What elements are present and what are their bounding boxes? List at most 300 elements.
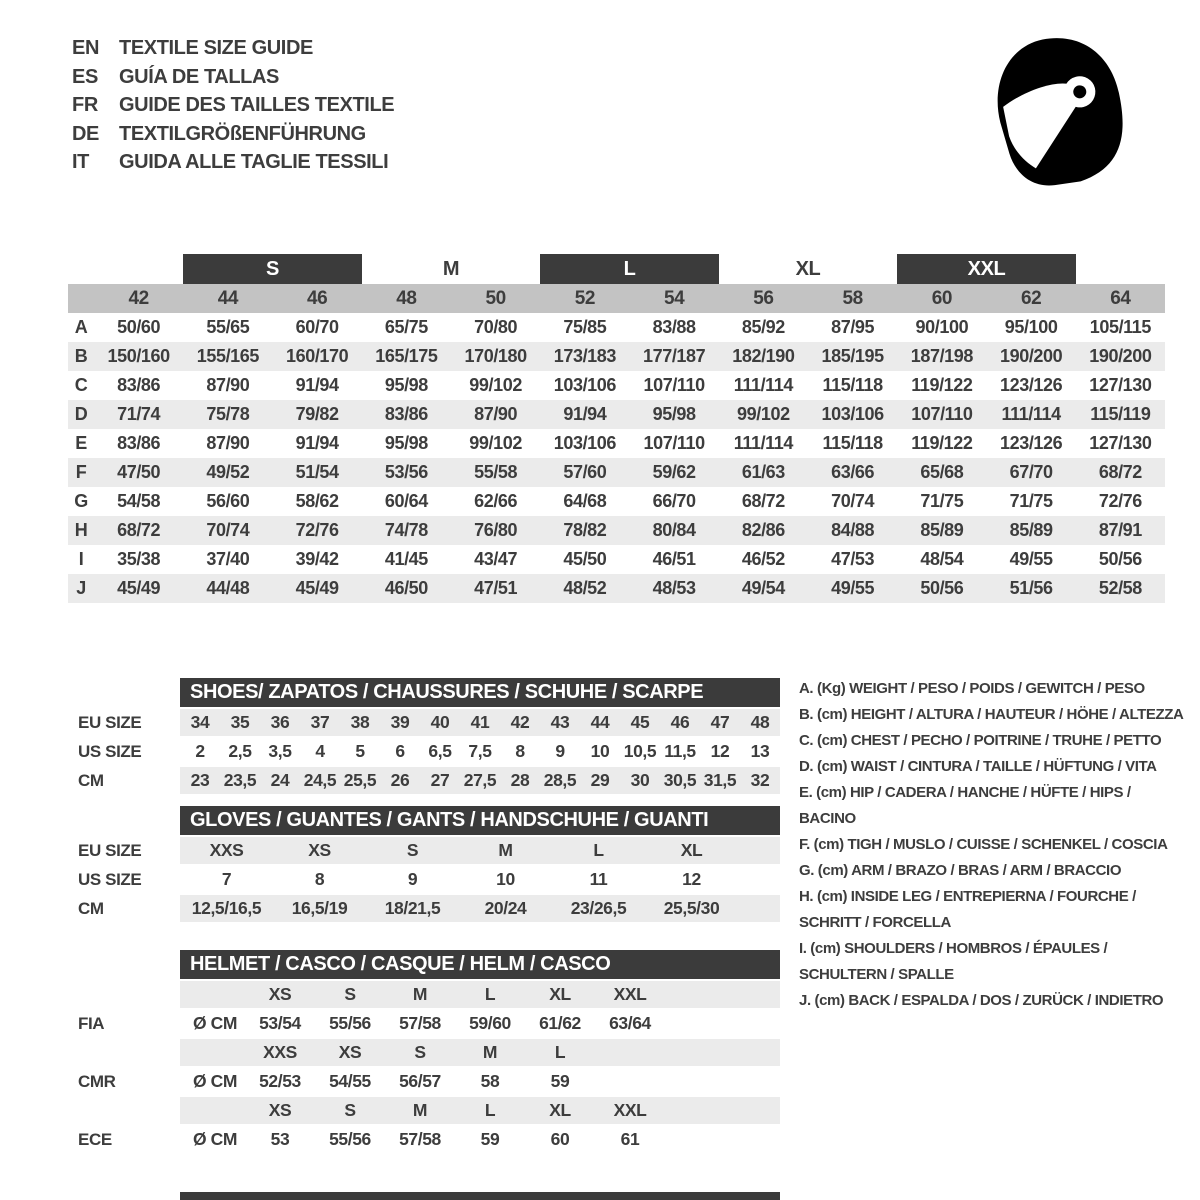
helmet-value-cell: 57/58 xyxy=(399,1013,441,1033)
gloves-value-cell: 7 xyxy=(221,869,232,889)
row-label: EU SIZE xyxy=(78,712,142,732)
gloves-values-band xyxy=(180,895,780,922)
shoes-value-cell: 2 xyxy=(195,741,205,761)
helmet-size-label: L xyxy=(484,984,496,1004)
measurement-cell: 55/58 xyxy=(474,462,518,482)
measurement-cell: 46/50 xyxy=(384,578,428,598)
measurement-cell: 46/52 xyxy=(741,549,785,569)
numeric-size-row xyxy=(68,284,1165,313)
measurement-cell: 60/70 xyxy=(295,317,339,337)
helmet-value-cell: 53 xyxy=(270,1129,290,1149)
measurement-cell: 99/102 xyxy=(469,375,522,395)
measurement-cell: 83/86 xyxy=(117,375,161,395)
helmet-value-cell: 59 xyxy=(550,1071,570,1091)
shoes-value-cell: 30 xyxy=(630,770,650,790)
gloves-section-header: GLOVES / GUANTES / GANTS / HANDSCHUHE / GUANTI xyxy=(180,806,780,835)
helmet-value-cell: 63/64 xyxy=(609,1013,651,1033)
language-row-it xyxy=(72,148,394,177)
measurement-cell: 70/74 xyxy=(206,520,250,540)
measurement-cell: 111/114 xyxy=(1001,404,1061,424)
row-letter: H xyxy=(74,520,88,540)
shoes-value-cell: 47 xyxy=(710,712,730,732)
gloves-row-us-size xyxy=(68,866,780,893)
measurement-cell: 87/90 xyxy=(206,375,250,395)
measurement-cell: 99/102 xyxy=(737,404,790,424)
measurement-cell: 87/95 xyxy=(831,317,875,337)
standard-label-cmr: CMR xyxy=(78,1071,116,1091)
shoes-value-cell: 36 xyxy=(270,712,290,732)
helmet-size-label: S xyxy=(344,984,356,1004)
shoes-values-band xyxy=(180,709,780,736)
measurement-cell: 50/56 xyxy=(920,578,964,598)
measurement-row-e xyxy=(68,429,1165,458)
shoes-value-cell: 46 xyxy=(670,712,690,732)
helmet-value-cell: 58 xyxy=(480,1071,500,1091)
helmet-value-cell: 54/55 xyxy=(329,1071,371,1091)
language-row-en xyxy=(72,34,394,63)
row-label: CM xyxy=(78,898,104,918)
measurement-cell: 47/50 xyxy=(117,462,161,482)
shoes-row-eu-size xyxy=(68,709,780,736)
legend-item-b: B. (cm) HEIGHT / ALTURA / HAUTEUR / HÖHE / ALTEZZA xyxy=(799,706,1184,723)
gloves-value-cell: 12,5/16,5 xyxy=(191,898,262,918)
language-title: TEXTILE SIZE GUIDE xyxy=(119,37,313,59)
numeric-size: 46 xyxy=(306,287,328,309)
numeric-size: 52 xyxy=(574,287,596,309)
shoes-value-cell: 37 xyxy=(310,712,330,732)
measurement-cell: 165/175 xyxy=(375,346,438,366)
language-code: DE xyxy=(72,122,99,145)
measurement-cell: 187/198 xyxy=(910,346,973,366)
gloves-value-cell: 23/26,5 xyxy=(570,898,627,918)
measurement-cell: 75/78 xyxy=(206,404,250,424)
shoes-value-cell: 9 xyxy=(555,741,565,761)
numeric-size: 54 xyxy=(663,287,685,309)
shoes-value-cell: 43 xyxy=(550,712,570,732)
gloves-value-cell: 9 xyxy=(407,869,418,889)
measurement-cell: 111/114 xyxy=(733,375,794,395)
measurement-cell: 48/54 xyxy=(920,549,964,569)
measurement-cell: 111/114 xyxy=(733,433,794,453)
measurement-cell: 64/68 xyxy=(563,491,607,511)
row-letter: G xyxy=(74,491,88,511)
shoes-value-cell: 6 xyxy=(395,741,405,761)
helmet-size-label: XS xyxy=(268,1100,292,1120)
shoes-value-cell: 45 xyxy=(630,712,650,732)
language-row-fr xyxy=(72,91,394,120)
gloves-value-cell: 12 xyxy=(682,869,701,889)
measurement-cell: 85/92 xyxy=(741,317,785,337)
measurement-row-d xyxy=(68,400,1165,429)
shoes-value-cell: 7,5 xyxy=(468,741,492,761)
size-band-m: M xyxy=(442,258,460,280)
shoes-value-cell: 8 xyxy=(515,741,525,761)
measurement-cell: 95/98 xyxy=(652,404,696,424)
numeric-size: 58 xyxy=(842,287,863,309)
measurement-row-j xyxy=(68,574,1165,603)
helmet-value-row-fia xyxy=(68,1010,780,1037)
size-band-row xyxy=(68,254,1165,284)
gloves-value-cell: M xyxy=(498,840,513,860)
gloves-value-cell: 18/21,5 xyxy=(384,898,441,918)
helmet-size-label: XL xyxy=(549,984,571,1004)
measurement-cell: 49/54 xyxy=(741,578,785,598)
measurement-cell: 87/90 xyxy=(474,404,518,424)
size-band-s: S xyxy=(183,254,362,284)
helmet-value-row-cmr xyxy=(68,1068,780,1095)
legend-item-i: I. (cm) SHOULDERS / HOMBROS / ÉPAULES / SCHULTERN / SPALLE xyxy=(799,940,1108,983)
measurement-cell: 53/56 xyxy=(384,462,428,482)
measurement-cell: 190/200 xyxy=(1089,346,1152,366)
gloves-value-cell: 8 xyxy=(314,869,325,889)
shoes-value-cell: 44 xyxy=(590,712,610,732)
row-label: EU SIZE xyxy=(78,840,142,860)
language-title: GUIDE DES TAILLES TEXTILE xyxy=(119,94,395,116)
numeric-size: 62 xyxy=(1020,287,1042,309)
measurement-cell: 127/130 xyxy=(1089,375,1152,395)
measurement-cell: 41/45 xyxy=(384,549,428,569)
helmet-size-label: M xyxy=(482,1042,498,1062)
row-label: US SIZE xyxy=(78,869,142,889)
numeric-size: 60 xyxy=(931,287,953,309)
helmet-value-cell: 53/54 xyxy=(259,1013,301,1033)
shoes-value-cell: 48 xyxy=(750,712,770,732)
measurement-cell: 82/86 xyxy=(741,520,785,540)
helmet-size-label: XXL xyxy=(613,1100,647,1120)
measurement-cell: 35/38 xyxy=(117,549,161,569)
language-title: TEXTILGRÖßENFÜHRUNG xyxy=(119,122,366,145)
shoes-value-cell: 39 xyxy=(390,712,410,732)
gloves-value-cell: 25,5/30 xyxy=(663,898,720,918)
measurement-cell: 91/94 xyxy=(563,404,607,424)
measurement-cell: 71/74 xyxy=(117,404,161,424)
helmet-value-band xyxy=(180,1126,780,1153)
measurement-cell: 51/54 xyxy=(295,462,339,482)
row-letter: E xyxy=(75,433,87,453)
measurement-cell: 47/53 xyxy=(831,549,875,569)
legend-item-f: F. (cm) TIGH / MUSLO / CUISSE / SCHENKEL / COSCIA xyxy=(799,836,1168,853)
measurement-cell: 52/58 xyxy=(1098,578,1142,598)
helmet-size-label: XXS xyxy=(263,1042,297,1062)
shoes-value-cell: 35 xyxy=(230,712,250,732)
row-label: CM xyxy=(78,770,104,790)
measurement-cell: 99/102 xyxy=(469,433,522,453)
measurement-row-a xyxy=(68,313,1165,342)
row-letter: J xyxy=(76,578,86,598)
language-code: ES xyxy=(72,65,98,88)
shoes-value-cell: 2,5 xyxy=(228,741,252,761)
measurement-cell: 48/53 xyxy=(652,578,696,598)
helmet-section-header: HELMET / CASCO / CASQUE / HELM / CASCO xyxy=(180,950,780,979)
textile-size-table xyxy=(68,254,1165,603)
gloves-value-cell: L xyxy=(593,840,604,860)
numeric-size: 50 xyxy=(485,287,506,309)
gloves-row-eu-size xyxy=(68,837,780,864)
legend-item-c: C. (cm) CHEST / PECHO / POITRINE / TRUHE / PETTO xyxy=(799,732,1162,749)
gloves-size-section xyxy=(68,806,780,922)
language-row-de xyxy=(72,120,394,149)
shoes-value-cell: 34 xyxy=(190,712,210,732)
measurement-cell: 103/106 xyxy=(553,433,616,453)
measurement-cell: 66/70 xyxy=(652,491,696,511)
measurement-cell: 76/80 xyxy=(474,520,518,540)
row-letter: I xyxy=(78,549,84,569)
measurement-cell: 47/51 xyxy=(474,578,518,598)
measurement-cell: 50/56 xyxy=(1098,549,1142,569)
measurement-cell: 95/98 xyxy=(384,433,428,453)
measurement-cell: 58/62 xyxy=(295,491,339,511)
measurement-cell: 150/160 xyxy=(107,346,170,366)
measurement-cell: 72/76 xyxy=(295,520,339,540)
helmet-size-section xyxy=(68,950,780,1153)
helmet-size-band xyxy=(180,1097,780,1124)
helmet-value-cell: 52/53 xyxy=(259,1071,301,1091)
measurement-cell: 45/49 xyxy=(117,578,161,598)
measurement-cell: 54/58 xyxy=(117,491,161,511)
helmet-size-row-ece xyxy=(68,1097,780,1124)
language-code: IT xyxy=(72,151,89,173)
measurement-cell: 51/56 xyxy=(1009,578,1053,598)
helmet-size-label: L xyxy=(554,1042,566,1062)
numeric-size: 48 xyxy=(396,287,417,309)
helmet-value-cell: 55/56 xyxy=(329,1013,371,1033)
measurement-cell: 71/75 xyxy=(920,491,964,511)
measurement-cell: 63/66 xyxy=(831,462,875,482)
measurement-cell: 43/47 xyxy=(474,549,518,569)
measurement-cell: 160/170 xyxy=(285,346,349,366)
measurement-cell: 55/65 xyxy=(206,317,250,337)
shoes-value-cell: 27 xyxy=(430,770,450,790)
shoes-value-cell: 6,5 xyxy=(428,741,452,761)
helmet-size-label: S xyxy=(344,1100,356,1120)
gloves-value-cell: 10 xyxy=(496,869,515,889)
helmet-value-band xyxy=(180,1010,780,1037)
row-letter: C xyxy=(74,375,88,395)
language-row-es xyxy=(72,63,394,92)
measurement-cell: 170/180 xyxy=(464,346,527,366)
legend-item-j: J. (cm) BACK / ESPALDA / DOS / ZURÜCK / INDIETRO xyxy=(799,992,1164,1009)
measurement-cell: 72/76 xyxy=(1098,491,1142,511)
measurement-cell: 107/110 xyxy=(911,404,973,424)
helmet-size-row-fia xyxy=(68,981,780,1008)
measurement-cell: 182/190 xyxy=(732,346,795,366)
measurement-cell: 60/64 xyxy=(384,491,428,511)
measurement-cell: 90/100 xyxy=(915,317,969,337)
gloves-rows xyxy=(68,837,780,922)
shoes-value-cell: 5 xyxy=(355,741,365,761)
size-band-xxl: XXL xyxy=(897,254,1076,284)
helmet-size-label: XXL xyxy=(613,984,647,1004)
cropped-next-section-bar xyxy=(180,1192,780,1200)
measurement-cell: 49/55 xyxy=(831,578,875,598)
measurement-cell: 80/84 xyxy=(652,520,696,540)
language-title: GUIDA ALLE TAGLIE TESSILI xyxy=(119,151,389,173)
helmet-value-cell: 61/62 xyxy=(539,1013,581,1033)
helmet-value-cell: 61 xyxy=(620,1129,640,1149)
gloves-value-cell: 20/24 xyxy=(484,898,527,918)
measurement-cell: 83/88 xyxy=(652,317,696,337)
measurement-rows xyxy=(68,313,1165,603)
shoes-value-cell: 28,5 xyxy=(543,770,577,790)
measurement-cell: 123/126 xyxy=(999,433,1063,453)
diameter-label: Ø CM xyxy=(193,1071,238,1091)
measurement-cell: 78/82 xyxy=(563,520,607,540)
measurement-cell: 123/126 xyxy=(999,375,1063,395)
measurement-cell: 190/200 xyxy=(999,346,1063,366)
measurement-cell: 91/94 xyxy=(295,375,339,395)
shoes-value-cell: 31,5 xyxy=(703,770,737,790)
shoes-values-band xyxy=(180,767,780,794)
shoes-value-cell: 3,5 xyxy=(268,741,292,761)
helmet-size-label: L xyxy=(484,1100,496,1120)
measurement-cell: 173/183 xyxy=(553,346,616,366)
measurement-cell: 119/122 xyxy=(911,433,973,453)
measurement-cell: 65/75 xyxy=(384,317,428,337)
measurement-cell: 44/48 xyxy=(206,578,250,598)
measurement-cell: 83/86 xyxy=(384,404,428,424)
helmet-size-band xyxy=(180,1039,780,1066)
measurement-cell: 49/52 xyxy=(206,462,250,482)
shoes-value-cell: 13 xyxy=(750,741,770,761)
row-letter: D xyxy=(74,404,88,424)
measurement-cell: 83/86 xyxy=(117,433,161,453)
shoes-rows xyxy=(68,709,780,794)
shoes-values-band xyxy=(180,738,780,765)
measurement-cell: 68/72 xyxy=(741,491,785,511)
shoes-value-cell: 38 xyxy=(350,712,370,732)
measurement-cell: 155/165 xyxy=(196,346,259,366)
gloves-value-cell: 16,5/19 xyxy=(291,898,348,918)
diameter-label: Ø CM xyxy=(193,1013,238,1033)
measurement-cell: 59/62 xyxy=(652,462,696,482)
legend-item-a: A. (Kg) WEIGHT / PESO / POIDS / GEWITCH / PESO xyxy=(799,680,1145,697)
gloves-value-cell: XL xyxy=(680,840,703,860)
shoes-value-cell: 10 xyxy=(590,741,610,761)
shoes-value-cell: 29 xyxy=(590,770,610,790)
diameter-label: Ø CM xyxy=(193,1129,238,1149)
helmet-size-band xyxy=(180,981,780,1008)
measurement-cell: 68/72 xyxy=(117,520,161,540)
measurement-cell: 39/42 xyxy=(295,549,339,569)
helmet-value-cell: 55/56 xyxy=(329,1129,371,1149)
shoes-section-header: SHOES/ ZAPATOS / CHAUSSURES / SCHUHE / SCARPE xyxy=(180,678,780,707)
measurement-cell: 115/118 xyxy=(822,375,883,395)
measurement-cell: 70/80 xyxy=(474,317,518,337)
measurement-cell: 45/50 xyxy=(563,549,607,569)
measurement-cell: 71/75 xyxy=(1009,491,1053,511)
helmet-size-label: XS xyxy=(268,984,292,1004)
helmet-size-label: M xyxy=(412,1100,428,1120)
shoes-value-cell: 24,5 xyxy=(303,770,337,790)
standard-label-ece: ECE xyxy=(78,1129,112,1149)
row-label: US SIZE xyxy=(78,741,142,761)
legend-item-h: H. (cm) INSIDE LEG / ENTREPIERNA / FOURCHE / SCHRITT / FORCELLA xyxy=(799,888,1136,931)
helmet-value-band xyxy=(180,1068,780,1095)
measurement-cell: 57/60 xyxy=(563,462,607,482)
shoes-value-cell: 23 xyxy=(190,770,210,790)
gloves-row-cm xyxy=(68,895,780,922)
measurement-cell: 84/88 xyxy=(831,520,875,540)
measurement-cell: 87/90 xyxy=(206,433,250,453)
shoes-value-cell: 40 xyxy=(430,712,450,732)
shoes-size-section xyxy=(68,678,780,794)
size-band-l: L xyxy=(540,254,719,284)
measurement-cell: 85/89 xyxy=(920,520,964,540)
helmet-value-cell: 59/60 xyxy=(469,1013,511,1033)
shoes-value-cell: 11,5 xyxy=(664,741,696,761)
measurement-cell: 85/89 xyxy=(1009,520,1053,540)
helmet-value-row-ece xyxy=(68,1126,780,1153)
measurement-row-f xyxy=(68,458,1165,487)
gloves-value-cell: XXS xyxy=(209,840,244,860)
helmet-size-row-cmr xyxy=(68,1039,780,1066)
measurement-cell: 70/74 xyxy=(831,491,875,511)
racing-helmet-icon xyxy=(980,26,1136,198)
measurement-cell: 56/60 xyxy=(206,491,250,511)
measurement-legend xyxy=(799,676,1191,1014)
standard-label-fia: FIA xyxy=(78,1013,105,1033)
numeric-size: 64 xyxy=(1110,287,1131,309)
measurement-cell: 107/110 xyxy=(643,433,705,453)
helmet-rows xyxy=(68,981,780,1153)
measurement-cell: 49/55 xyxy=(1009,549,1053,569)
language-code: FR xyxy=(72,94,98,116)
shoes-value-cell: 25,5 xyxy=(343,770,377,790)
legend-item-g: G. (cm) ARM / BRAZO / BRAS / ARM / BRACCIO xyxy=(799,862,1122,879)
shoes-value-cell: 12 xyxy=(710,741,730,761)
gloves-values-band xyxy=(180,837,780,864)
measurement-cell: 67/70 xyxy=(1009,462,1053,482)
legend-item-e: E. (cm) HIP / CADERA / HANCHE / HÜFTE / HIPS / BACINO xyxy=(799,784,1131,827)
gloves-value-cell: XS xyxy=(308,840,331,860)
shoes-value-cell: 28 xyxy=(510,770,530,790)
legend-item-d: D. (cm) WAIST / CINTURA / TAILLE / HÜFTUNG / VITA xyxy=(799,758,1157,775)
measurement-cell: 45/49 xyxy=(295,578,339,598)
measurement-cell: 62/66 xyxy=(474,491,518,511)
measurement-cell: 95/100 xyxy=(1004,317,1058,337)
language-list xyxy=(72,34,394,177)
helmet-size-label: S xyxy=(414,1042,426,1062)
measurement-row-b xyxy=(68,342,1165,371)
helmet-value-cell: 56/57 xyxy=(399,1071,441,1091)
numeric-size: 44 xyxy=(217,287,239,309)
language-title: GUÍA DE TALLAS xyxy=(119,65,279,88)
shoes-value-cell: 26 xyxy=(390,770,410,790)
measurement-cell: 91/94 xyxy=(295,433,339,453)
shoes-value-cell: 30,5 xyxy=(663,770,697,790)
gloves-value-cell: 11 xyxy=(589,869,608,889)
measurement-cell: 68/72 xyxy=(1098,462,1142,482)
measurement-cell: 177/187 xyxy=(642,346,706,366)
measurement-cell: 115/118 xyxy=(822,433,883,453)
measurement-cell: 185/195 xyxy=(821,346,884,366)
gloves-values-band xyxy=(180,866,780,893)
measurement-cell: 95/98 xyxy=(384,375,428,395)
measurement-cell: 65/68 xyxy=(920,462,964,482)
row-letter: F xyxy=(75,462,87,482)
measurement-cell: 127/130 xyxy=(1089,433,1152,453)
helmet-value-cell: 60 xyxy=(550,1129,570,1149)
shoes-value-cell: 32 xyxy=(750,770,770,790)
measurement-cell: 105/115 xyxy=(1089,317,1152,337)
shoes-row-cm xyxy=(68,767,780,794)
measurement-cell: 50/60 xyxy=(117,317,161,337)
gloves-value-cell: S xyxy=(406,840,419,860)
measurement-cell: 103/106 xyxy=(553,375,616,395)
helmet-size-label: XS xyxy=(338,1042,362,1062)
language-code: EN xyxy=(72,37,99,59)
numeric-size: 42 xyxy=(128,287,149,309)
